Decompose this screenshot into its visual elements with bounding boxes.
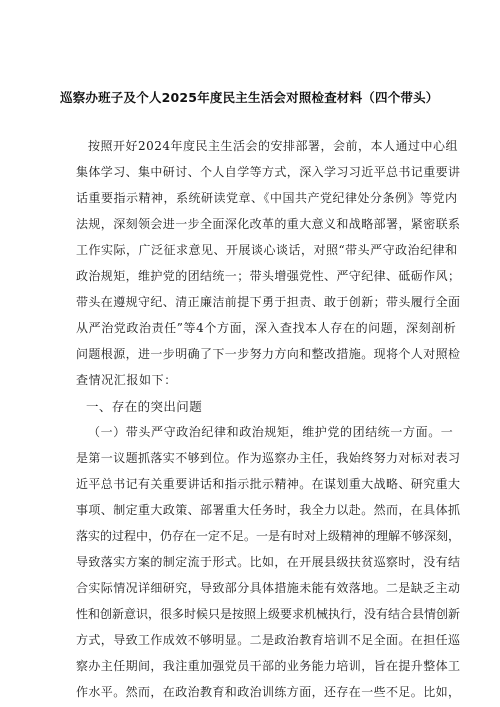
document-title: 巡察办班子及个人2025年度民主生活会对照检查材料（四个带头） (60, 90, 439, 105)
intro-line: 政治规矩，维护党的团结统一；带头增强党性、严守纪律、砥砺作风； (76, 269, 461, 283)
section-line: 合实际情况详细研究，导致部分具体措施未能有效落地。二是缺乏主动 (76, 581, 461, 595)
section-line: 察办主任期间，我注重加强党员干部的业务能力培训，旨在提升整体工 (76, 659, 461, 673)
section-line: 落实的过程中，仍存在一定不足。一是有时对上级精神的理解不够深刻， (76, 529, 461, 543)
intro-line: 从严治党政治责任”等4个方面，深入查找本人存在的问题，深刻剖析 (76, 321, 457, 335)
intro-line: 按照开好2024年度民主生活会的安排部署，会前，本人通过中心组 (88, 139, 459, 153)
section-line: 是第一议题抓落实不够到位。作为巡察办主任，我始终努力对标对表习 (76, 451, 461, 465)
section-line: 近平总书记有关重要讲话和指示批示精神。在谋划重大战略、研究重大 (76, 477, 461, 491)
section-heading: 一、存在的突出问题 (86, 399, 203, 414)
section-line: 导致落实方案的制定流于形式。比如，在开展县级扶贫巡察时，没有结 (76, 555, 461, 569)
intro-line: 工作实际，广泛征求意见、开展谈心谈话，对照“带头严守政治纪律和 (76, 243, 458, 257)
section-line: 作水平。然而，在政治教育和政治训练方面，还存在一些不足。比如， (76, 685, 461, 699)
intro-line: 集体学习、集中研讨、个人自学等方式，深入学习习近平总书记重要讲 (76, 165, 461, 179)
intro-line: 带头在遵规守纪、清正廉洁前提下勇于担责、敢于创新；带头履行全面 (76, 295, 461, 309)
intro-line: 查情况汇报如下： (76, 373, 177, 387)
intro-line: 问题根源，进一步明确了下一步努力方向和整改措施。现将个人对照检 (76, 347, 461, 361)
section-line: 性和创新意识，很多时候只是按照上级要求机械执行，没有结合县情创新 (76, 607, 461, 621)
intro-line: 话重要指示精神，系统研读党章、《中国共产党纪律处分条例》等党内 (76, 191, 458, 205)
section-line: （一）带头严守政治纪律和政治规矩，维护党的团结统一方面。一 (88, 425, 454, 439)
section-line: 方式，导致工作成效不够明显。二是政治教育培训不足全面。在担任巡 (76, 633, 461, 647)
section-line: 事项、制定重大政策、部署重大任务时，我全力以赴。然而，在具体抓 (76, 503, 461, 517)
intro-line: 法规，深刻领会进一步全面深化改革的重大意义和战略部署，紧密联系 (76, 217, 461, 231)
